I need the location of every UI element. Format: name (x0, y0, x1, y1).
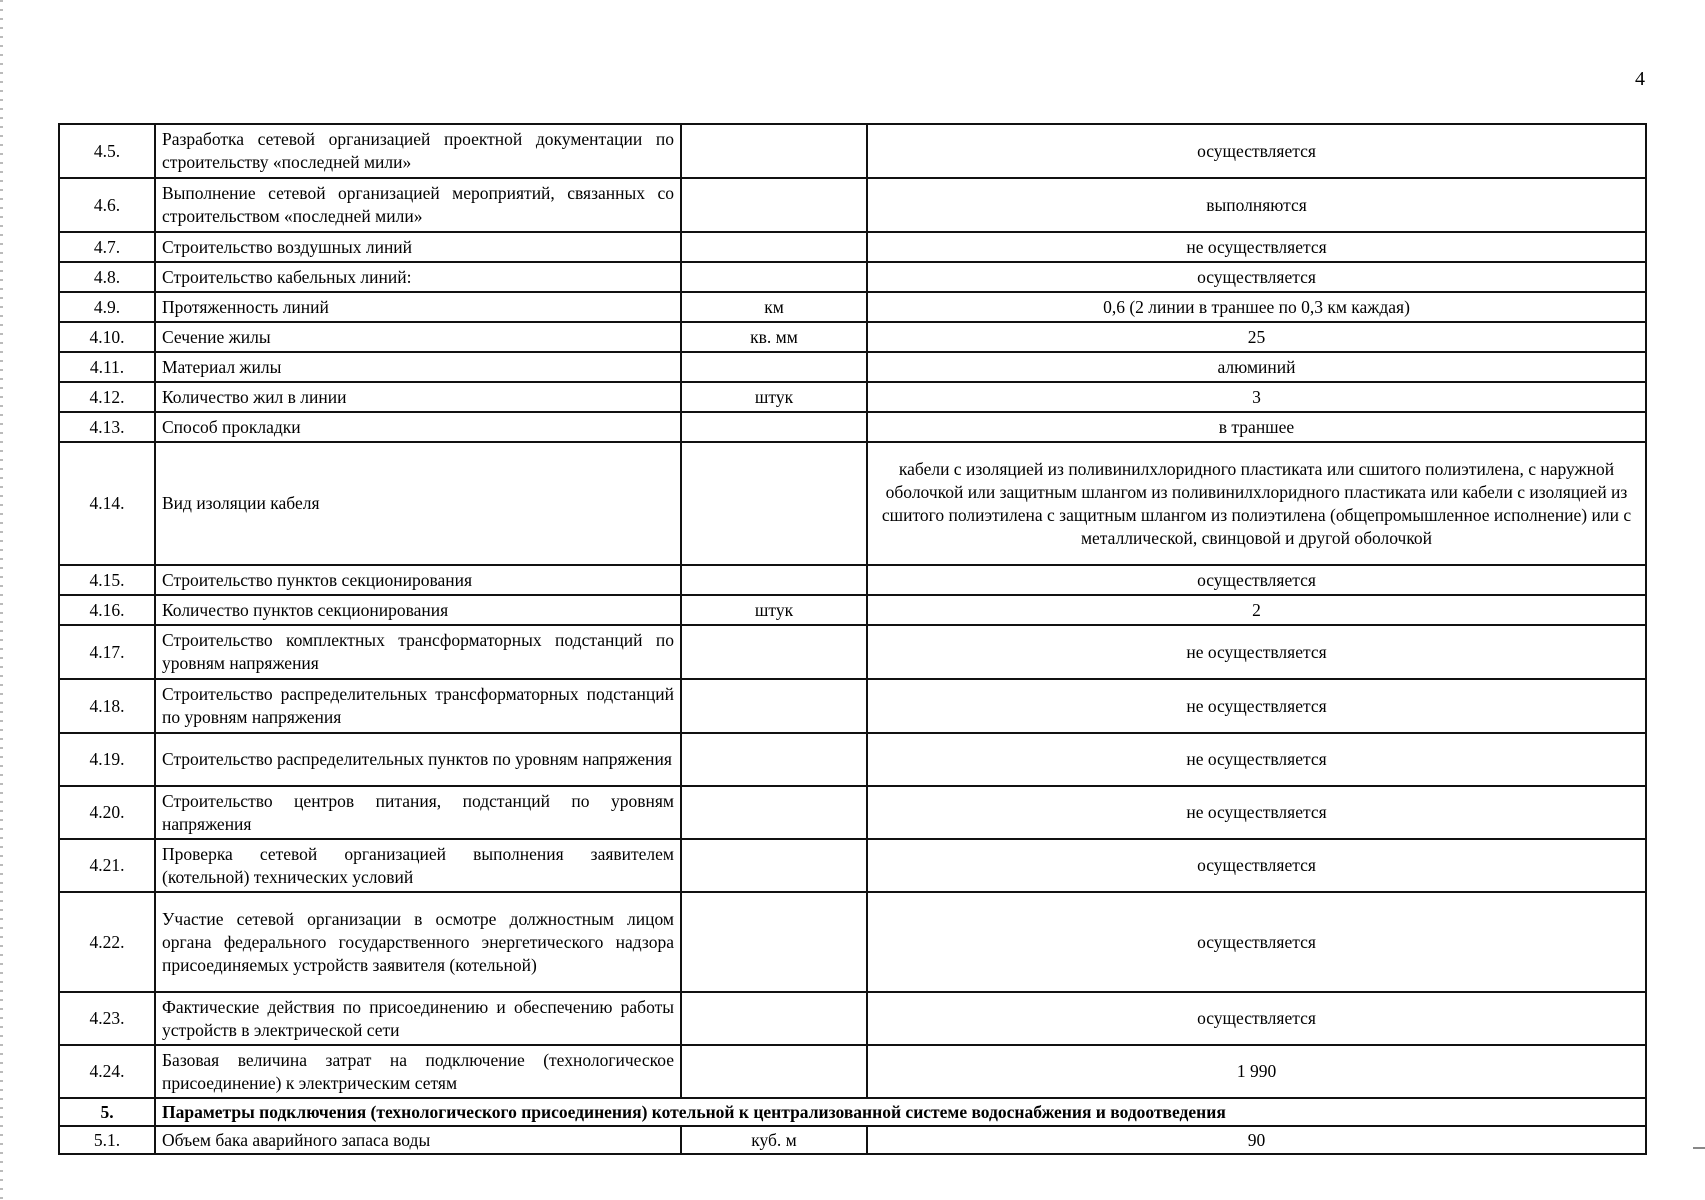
row-value: выполняются (867, 178, 1646, 232)
scan-edge-tick (1693, 1147, 1705, 1149)
page-number: 4 (1635, 68, 1645, 90)
row-unit (681, 733, 867, 786)
row-unit (681, 892, 867, 992)
row-parameter: Строительство кабельных линий: (155, 262, 681, 292)
row-number: 4.21. (59, 839, 155, 892)
row-unit (681, 565, 867, 595)
row-parameter: Выполнение сетевой организацией мероприятий, связанных со строительством «последней мили» (155, 178, 681, 232)
row-parameter: Протяженность линий (155, 292, 681, 322)
row-value: осуществляется (867, 262, 1646, 292)
row-value: не осуществляется (867, 733, 1646, 786)
table-row (59, 1126, 1646, 1154)
row-parameter: Проверка сетевой организацией выполнения заявителем (котельной) технических условий (155, 839, 681, 892)
row-unit (681, 1045, 867, 1098)
row-number: 4.10. (59, 322, 155, 352)
row-value: в траншее (867, 412, 1646, 442)
row-number: 4.23. (59, 992, 155, 1045)
table-row (59, 733, 1646, 786)
row-parameter: Участие сетевой организации в осмотре должностным лицом органа федерального государственного энергетического надзора присоединяемых устройств заявителя (котельной) (155, 892, 681, 992)
row-unit (681, 178, 867, 232)
table-row (59, 565, 1646, 595)
row-value: 1 990 (867, 1045, 1646, 1098)
row-number: 4.14. (59, 442, 155, 565)
row-parameter: Сечение жилы (155, 322, 681, 352)
row-parameter: Строительство распределительных трансформаторных подстанций по уровням напряжения (155, 679, 681, 733)
row-number: 4.17. (59, 625, 155, 679)
row-unit: куб. м (681, 1126, 867, 1154)
row-number: 4.5. (59, 124, 155, 178)
row-parameter: Количество жил в линии (155, 382, 681, 412)
row-value: 3 (867, 382, 1646, 412)
row-value: 25 (867, 322, 1646, 352)
row-unit (681, 262, 867, 292)
row-unit (681, 442, 867, 565)
row-parameter: Количество пунктов секционирования (155, 595, 681, 625)
row-parameter: Базовая величина затрат на подключение (технологическое присоединение) к электрическим сетям (155, 1045, 681, 1098)
table-row (59, 178, 1646, 232)
row-unit (681, 412, 867, 442)
row-parameter: Объем бака аварийного запаса воды (155, 1126, 681, 1154)
row-parameter: Фактические действия по присоединению и обеспечению работы устройств в электрической сети (155, 992, 681, 1045)
row-number: 5.1. (59, 1126, 155, 1154)
table-row (59, 352, 1646, 382)
table-row (59, 892, 1646, 992)
row-number: 4.12. (59, 382, 155, 412)
table-row (59, 625, 1646, 679)
row-parameter: Строительство воздушных линий (155, 232, 681, 262)
row-number: 4.6. (59, 178, 155, 232)
row-unit: кв. мм (681, 322, 867, 352)
row-unit (681, 786, 867, 839)
section-header-row (59, 1098, 1646, 1126)
row-unit (681, 992, 867, 1045)
row-value: не осуществляется (867, 232, 1646, 262)
row-unit: штук (681, 382, 867, 412)
row-value: алюминий (867, 352, 1646, 382)
table-row (59, 292, 1646, 322)
row-unit (681, 839, 867, 892)
row-value: 90 (867, 1126, 1646, 1154)
table-body (59, 124, 1646, 1154)
row-number: 4.19. (59, 733, 155, 786)
row-number: 4.7. (59, 232, 155, 262)
table-row (59, 322, 1646, 352)
row-value: осуществляется (867, 992, 1646, 1045)
row-parameter: Разработка сетевой организацией проектной документации по строительству «последней мили» (155, 124, 681, 178)
row-parameter: Материал жилы (155, 352, 681, 382)
row-parameter: Строительство центров питания, подстанций по уровням напряжения (155, 786, 681, 839)
table-row (59, 992, 1646, 1045)
row-unit (681, 352, 867, 382)
row-number: 4.13. (59, 412, 155, 442)
section-title: Параметры подключения (технологического присоединения) котельной к централизованной системе водоснабжения и водоотведения (155, 1098, 1646, 1126)
table-row (59, 1045, 1646, 1098)
row-value: не осуществляется (867, 786, 1646, 839)
row-number: 4.20. (59, 786, 155, 839)
row-unit: км (681, 292, 867, 322)
row-unit (681, 232, 867, 262)
table-row (59, 382, 1646, 412)
row-unit (681, 679, 867, 733)
table-row (59, 124, 1646, 178)
row-unit (681, 124, 867, 178)
row-value: осуществляется (867, 839, 1646, 892)
row-number: 4.24. (59, 1045, 155, 1098)
row-unit: штук (681, 595, 867, 625)
row-value: не осуществляется (867, 679, 1646, 733)
row-parameter: Строительство пунктов секционирования (155, 565, 681, 595)
table-row (59, 412, 1646, 442)
row-value: не осуществляется (867, 625, 1646, 679)
row-number: 4.15. (59, 565, 155, 595)
specification-table (58, 123, 1647, 1155)
row-parameter: Строительство комплектных трансформаторных подстанций по уровням напряжения (155, 625, 681, 679)
table-row (59, 786, 1646, 839)
section-number: 5. (59, 1098, 155, 1126)
table-row (59, 839, 1646, 892)
row-number: 4.18. (59, 679, 155, 733)
table-row (59, 232, 1646, 262)
row-parameter: Строительство распределительных пунктов по уровням напряжения (155, 733, 681, 786)
row-parameter: Вид изоляции кабеля (155, 442, 681, 565)
row-number: 4.16. (59, 595, 155, 625)
row-number: 4.9. (59, 292, 155, 322)
row-value: 2 (867, 595, 1646, 625)
row-unit (681, 625, 867, 679)
table-row (59, 262, 1646, 292)
row-parameter: Способ прокладки (155, 412, 681, 442)
row-value: осуществляется (867, 124, 1646, 178)
row-value: осуществляется (867, 892, 1646, 992)
table-row (59, 442, 1646, 565)
row-number: 4.22. (59, 892, 155, 992)
row-number: 4.11. (59, 352, 155, 382)
row-number: 4.8. (59, 262, 155, 292)
table-row (59, 679, 1646, 733)
scan-edge-artifact (0, 0, 3, 1200)
row-value: 0,6 (2 линии в траншее по 0,3 км каждая) (867, 292, 1646, 322)
table-row (59, 595, 1646, 625)
row-value: кабели с изоляцией из поливинилхлоридного пластиката или сшитого полиэтилена, с наружной оболочкой или защитным шлангом из поливинилхлоридного пластиката или кабели с изоляцией из сшитого полиэтилена с защитным шлангом из полиэтилена (общепромышленное исполнение) или с металлической, свинцовой и другой оболочкой (867, 442, 1646, 565)
row-value: осуществляется (867, 565, 1646, 595)
